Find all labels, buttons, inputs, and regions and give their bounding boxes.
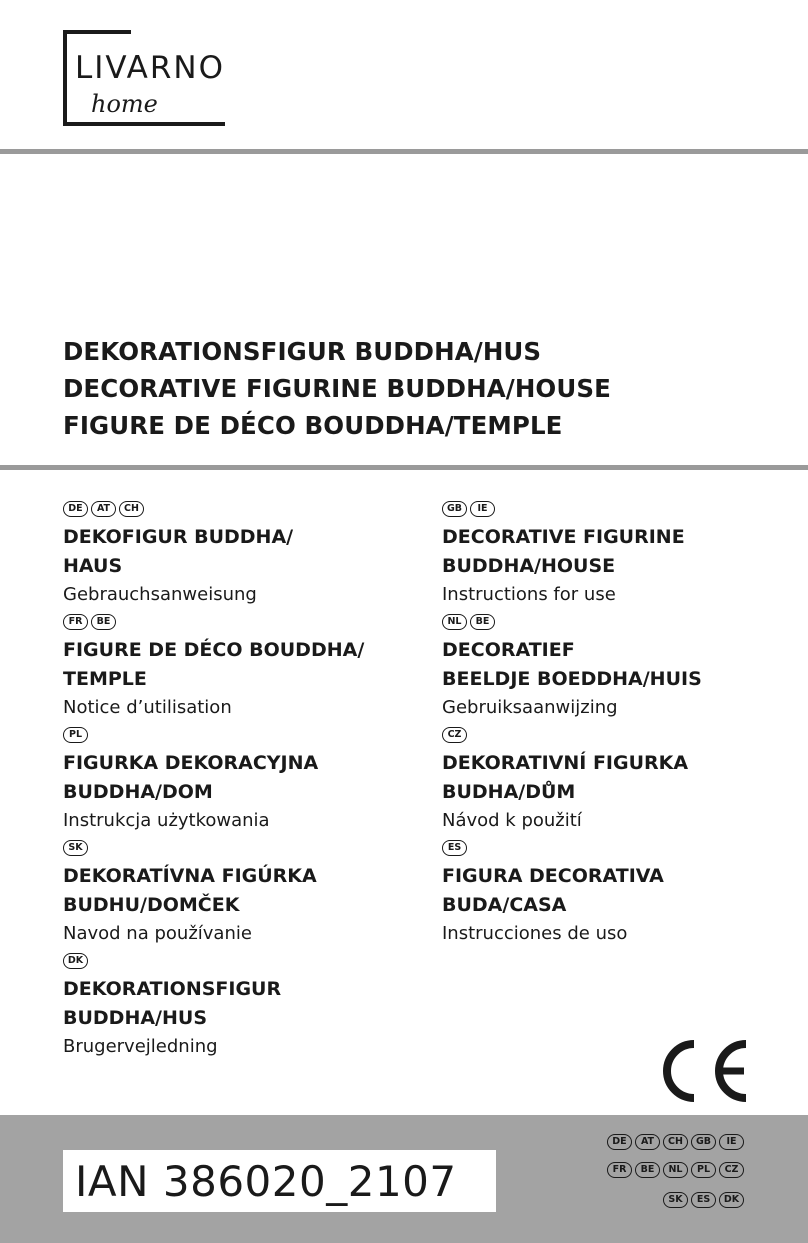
language-section [63,950,413,1061]
country-badges [442,498,792,519]
country-badges [63,950,413,971]
section-subtitle: Instrukcja użytkowania [63,810,270,831]
section-title-line: BUDHU/DOMČEK [63,894,240,916]
language-section [442,724,792,835]
country-badge-sk: SK [63,840,88,856]
country-badge-be: BE [470,614,495,630]
country-badges [63,837,413,858]
country-badge-de: DE [63,501,88,517]
brand-logo [63,30,249,130]
language-section [63,724,413,835]
section-subtitle: Notice d’utilisation [63,697,232,718]
footer-country-badges-row-2 [607,1162,744,1178]
ce-mark-icon [654,1038,750,1104]
language-column-left [63,498,413,1063]
country-badges [63,498,413,519]
country-badge-gb: GB [442,501,467,517]
footer-badge-gb: GB [691,1134,716,1150]
section-subtitle: Navod na používanie [63,923,252,944]
language-section [442,837,792,948]
footer-badge-cz: CZ [719,1162,744,1178]
country-badge-ie: IE [470,501,495,517]
section-title-line: BUDHA/DŮM [442,781,576,803]
footer-badge-sk: SK [663,1192,688,1208]
section-title-line: DEKORATIVNÍ FIGURKA [442,752,689,774]
country-badge-pl: PL [63,727,88,743]
footer-country-badges-row-1 [607,1134,744,1150]
language-column-right [442,498,792,950]
footer-badge-ie: IE [719,1134,744,1150]
section-subtitle: Instrucciones de uso [442,923,628,944]
footer-badge-fr: FR [607,1162,632,1178]
section-subtitle: Instructions for use [442,584,616,605]
language-section [63,498,413,609]
language-section [442,498,792,609]
section-title-line: BUDDHA/DOM [63,781,213,803]
country-badges [442,724,792,745]
footer-badge-de: DE [607,1134,632,1150]
country-badges [63,724,413,745]
product-title-da: DEKORATIONSFIGUR BUDDHA/HUS [63,337,542,366]
product-title-en: DECORATIVE FIGURINE BUDDHA/HOUSE [63,374,611,403]
logo-sub-text: home [91,90,158,118]
language-section [63,611,413,722]
footer-badge-dk: DK [719,1192,744,1208]
logo-frame-top [125,30,131,34]
logo-brand-text: LIVARNO [75,50,225,86]
section-title-line: BEELDJE BOEDDHA/HUIS [442,668,702,690]
country-badge-ch: CH [119,501,144,517]
section-title-line: FIGURA DECORATIVA [442,865,664,887]
section-title-line: FIGURKA DEKORACYJNA [63,752,319,774]
country-badge-be: BE [91,614,116,630]
footer-badge-pl: PL [691,1162,716,1178]
country-badge-fr: FR [63,614,88,630]
section-title-line: BUDDHA/HOUSE [442,555,616,577]
section-title-line: DEKORATÍVNA FIGÚRKA [63,865,317,887]
footer-badge-at: AT [635,1134,660,1150]
country-badges [442,611,792,632]
section-title-line: HAUS [63,555,123,577]
country-badges [63,611,413,632]
footer-badge-be: BE [635,1162,660,1178]
section-title-line: DECORATIVE FIGURINE [442,526,685,548]
top-divider [0,149,808,154]
section-subtitle: Gebrauchsanweisung [63,584,257,605]
section-title-line: DEKOFIGUR BUDDHA/ [63,526,294,548]
footer-badge-es: ES [691,1192,716,1208]
country-badge-dk: DK [63,953,88,969]
middle-divider [0,465,808,470]
section-subtitle: Brugervejledning [63,1036,218,1057]
ian-number: IAN 386020_2107 [63,1150,496,1212]
language-section [63,837,413,948]
section-title-line: BUDDHA/HUS [63,1007,208,1029]
section-subtitle: Návod k použití [442,810,582,831]
country-badges [442,837,792,858]
logo-frame-bottom [125,122,225,126]
footer-country-badges-row-3 [663,1192,744,1208]
country-badge-es: ES [442,840,467,856]
footer-badge-ch: CH [663,1134,688,1150]
section-title-line: DECORATIEF [442,639,575,661]
section-title-line: DEKORATIONSFIGUR [63,978,282,1000]
section-title-line: BUDA/CASA [442,894,567,916]
country-badge-nl: NL [442,614,467,630]
country-badge-cz: CZ [442,727,467,743]
product-titles [63,333,611,444]
section-subtitle: Gebruiksaanwijzing [442,697,618,718]
section-title-line: FIGURE DE DÉCO BOUDDHA/ [63,639,365,661]
country-badge-at: AT [91,501,116,517]
language-section [442,611,792,722]
footer-badge-nl: NL [663,1162,688,1178]
section-title-line: TEMPLE [63,668,147,690]
product-title-fr: FIGURE DE DÉCO BOUDDHA/TEMPLE [63,411,563,440]
